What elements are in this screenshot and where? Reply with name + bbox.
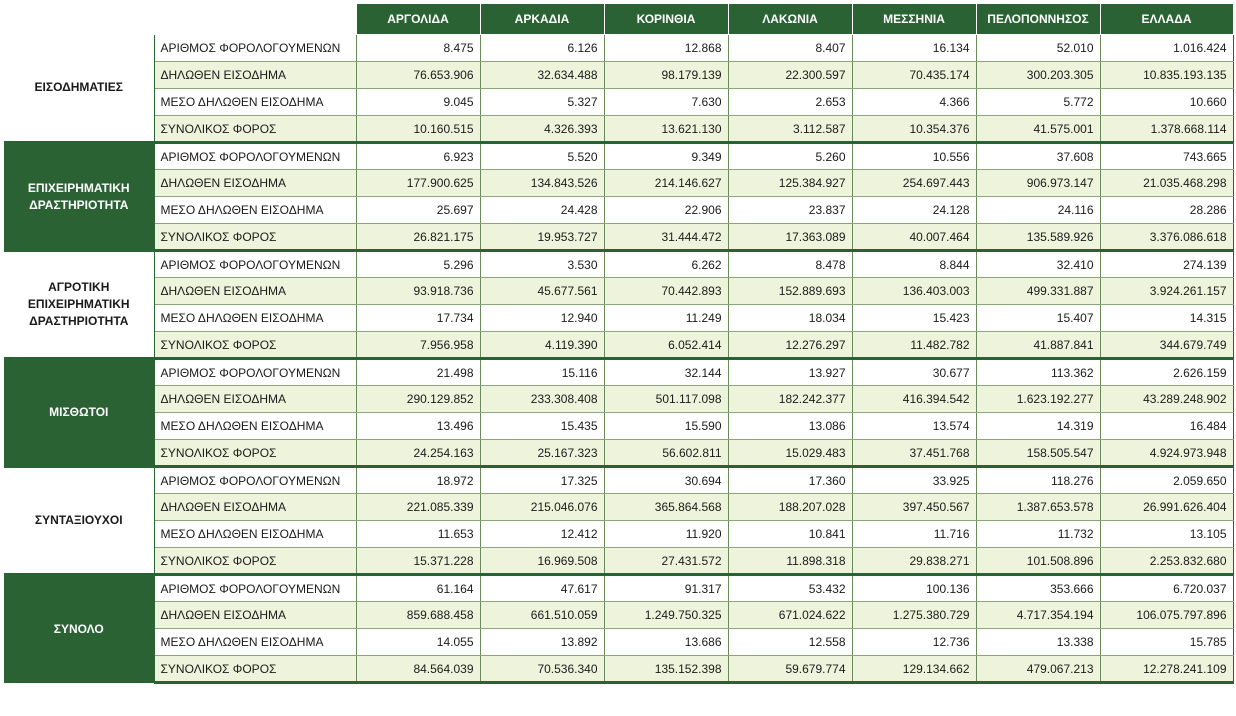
value-cell: 12.558 <box>728 629 852 656</box>
metric-label: ΔΗΛΩΘΕΝ ΕΙΣΟΔΗΜΑ <box>154 602 356 629</box>
metric-label: ΜΕΣΟ ΔΗΛΩΘΕΝ ΕΙΣΟΔΗΜΑ <box>154 521 356 548</box>
table-row <box>4 602 1233 629</box>
value-cell: 61.164 <box>356 575 480 602</box>
value-cell: 254.697.443 <box>852 170 976 197</box>
value-cell: 12.412 <box>480 521 604 548</box>
value-cell: 15.116 <box>480 359 604 386</box>
table-row <box>4 170 1233 197</box>
value-cell: 6.720.037 <box>1100 575 1233 602</box>
value-cell: 1.275.380.729 <box>852 602 976 629</box>
value-cell: 13.621.130 <box>604 116 728 143</box>
value-cell: 118.276 <box>976 467 1100 494</box>
value-cell: 11.898.318 <box>728 548 852 575</box>
table-row <box>4 548 1233 575</box>
table-row <box>4 494 1233 521</box>
value-cell: 671.024.622 <box>728 602 852 629</box>
table-row <box>4 467 1233 494</box>
header-row <box>4 4 1233 35</box>
tax-statistics-table-container <box>4 3 1234 684</box>
metric-label: ΜΕΣΟ ΔΗΛΩΘΕΝ ΕΙΣΟΔΗΜΑ <box>154 89 356 116</box>
value-cell: 5.296 <box>356 251 480 278</box>
category-label: ΜΙΣΘΩΤΟΙ <box>4 359 154 467</box>
value-cell: 70.536.340 <box>480 656 604 683</box>
value-cell: 8.475 <box>356 35 480 62</box>
value-cell: 129.134.662 <box>852 656 976 683</box>
value-cell: 4.717.354.194 <box>976 602 1100 629</box>
table-row <box>4 386 1233 413</box>
value-cell: 134.843.526 <box>480 170 604 197</box>
value-cell: 101.508.896 <box>976 548 1100 575</box>
value-cell: 300.203.305 <box>976 62 1100 89</box>
value-cell: 10.160.515 <box>356 116 480 143</box>
value-cell: 53.432 <box>728 575 852 602</box>
value-cell: 9.045 <box>356 89 480 116</box>
value-cell: 125.384.927 <box>728 170 852 197</box>
value-cell: 15.423 <box>852 305 976 332</box>
value-cell: 416.394.542 <box>852 386 976 413</box>
value-cell: 16.134 <box>852 35 976 62</box>
tax-statistics-table <box>4 3 1234 684</box>
metric-label: ΜΕΣΟ ΔΗΛΩΘΕΝ ΕΙΣΟΔΗΜΑ <box>154 413 356 440</box>
value-cell: 11.482.782 <box>852 332 976 359</box>
value-cell: 59.679.774 <box>728 656 852 683</box>
value-cell: 93.918.736 <box>356 278 480 305</box>
table-body <box>4 35 1233 683</box>
value-cell: 32.634.488 <box>480 62 604 89</box>
metric-label: ΑΡΙΘΜΟΣ ΦΟΡΟΛΟΓΟΥΜΕΝΩΝ <box>154 35 356 62</box>
table-row <box>4 143 1233 170</box>
value-cell: 12.736 <box>852 629 976 656</box>
value-cell: 2.653 <box>728 89 852 116</box>
table-row <box>4 35 1233 62</box>
metric-label: ΣΥΝΟΛΙΚΟΣ ΦΟΡΟΣ <box>154 332 356 359</box>
value-cell: 70.435.174 <box>852 62 976 89</box>
value-cell: 17.734 <box>356 305 480 332</box>
value-cell: 661.510.059 <box>480 602 604 629</box>
table-row <box>4 413 1233 440</box>
value-cell: 215.046.076 <box>480 494 604 521</box>
value-cell: 25.697 <box>356 197 480 224</box>
value-cell: 29.838.271 <box>852 548 976 575</box>
value-cell: 24.428 <box>480 197 604 224</box>
table-row <box>4 440 1233 467</box>
value-cell: 6.923 <box>356 143 480 170</box>
value-cell: 182.242.377 <box>728 386 852 413</box>
value-cell: 11.653 <box>356 521 480 548</box>
value-cell: 7.956.958 <box>356 332 480 359</box>
value-cell: 15.590 <box>604 413 728 440</box>
value-cell: 43.289.248.902 <box>1100 386 1233 413</box>
metric-label: ΣΥΝΟΛΙΚΟΣ ΦΟΡΟΣ <box>154 548 356 575</box>
value-cell: 26.821.175 <box>356 224 480 251</box>
metric-label: ΑΡΙΘΜΟΣ ΦΟΡΟΛΟΓΟΥΜΕΝΩΝ <box>154 467 356 494</box>
value-cell: 2.059.650 <box>1100 467 1233 494</box>
value-cell: 397.450.567 <box>852 494 976 521</box>
value-cell: 70.442.893 <box>604 278 728 305</box>
value-cell: 11.732 <box>976 521 1100 548</box>
table-row <box>4 116 1233 143</box>
metric-label: ΔΗΛΩΘΕΝ ΕΙΣΟΔΗΜΑ <box>154 278 356 305</box>
value-cell: 3.112.587 <box>728 116 852 143</box>
table-row <box>4 521 1233 548</box>
metric-label: ΣΥΝΟΛΙΚΟΣ ΦΟΡΟΣ <box>154 656 356 683</box>
metric-label: ΜΕΣΟ ΔΗΛΩΘΕΝ ΕΙΣΟΔΗΜΑ <box>154 629 356 656</box>
value-cell: 21.035.468.298 <box>1100 170 1233 197</box>
table-row <box>4 89 1233 116</box>
value-cell: 4.366 <box>852 89 976 116</box>
category-label: ΣΥΝΤΑΞΙΟΥΧΟΙ <box>4 467 154 575</box>
value-cell: 37.608 <box>976 143 1100 170</box>
value-cell: 24.116 <box>976 197 1100 224</box>
value-cell: 221.085.339 <box>356 494 480 521</box>
column-header: ΑΡΓΟΛΙΔΑ <box>356 4 480 35</box>
value-cell: 274.139 <box>1100 251 1233 278</box>
table-row <box>4 656 1233 683</box>
value-cell: 233.308.408 <box>480 386 604 413</box>
metric-label: ΣΥΝΟΛΙΚΟΣ ΦΟΡΟΣ <box>154 224 356 251</box>
value-cell: 177.900.625 <box>356 170 480 197</box>
column-header: ΚΟΡΙΝΘΙΑ <box>604 4 728 35</box>
column-header: ΕΛΛΑΔΑ <box>1100 4 1233 35</box>
value-cell: 16.969.508 <box>480 548 604 575</box>
value-cell: 113.362 <box>976 359 1100 386</box>
table-row <box>4 251 1233 278</box>
value-cell: 22.906 <box>604 197 728 224</box>
value-cell: 24.128 <box>852 197 976 224</box>
column-header: ΠΕΛΟΠΟΝΝΗΣΟΣ <box>976 4 1100 35</box>
value-cell: 499.331.887 <box>976 278 1100 305</box>
value-cell: 14.315 <box>1100 305 1233 332</box>
value-cell: 100.136 <box>852 575 976 602</box>
value-cell: 3.530 <box>480 251 604 278</box>
value-cell: 10.556 <box>852 143 976 170</box>
value-cell: 27.431.572 <box>604 548 728 575</box>
value-cell: 26.991.626.404 <box>1100 494 1233 521</box>
value-cell: 5.260 <box>728 143 852 170</box>
value-cell: 12.868 <box>604 35 728 62</box>
value-cell: 9.349 <box>604 143 728 170</box>
value-cell: 5.327 <box>480 89 604 116</box>
table-row <box>4 62 1233 89</box>
column-header: ΑΡΚΑΔΙΑ <box>480 4 604 35</box>
value-cell: 31.444.472 <box>604 224 728 251</box>
value-cell: 13.927 <box>728 359 852 386</box>
value-cell: 6.262 <box>604 251 728 278</box>
value-cell: 15.435 <box>480 413 604 440</box>
table-row <box>4 224 1233 251</box>
table-row <box>4 305 1233 332</box>
value-cell: 28.286 <box>1100 197 1233 224</box>
value-cell: 1.623.192.277 <box>976 386 1100 413</box>
value-cell: 32.144 <box>604 359 728 386</box>
value-cell: 7.630 <box>604 89 728 116</box>
value-cell: 1.016.424 <box>1100 35 1233 62</box>
value-cell: 8.407 <box>728 35 852 62</box>
value-cell: 52.010 <box>976 35 1100 62</box>
value-cell: 11.716 <box>852 521 976 548</box>
value-cell: 41.575.001 <box>976 116 1100 143</box>
value-cell: 17.363.089 <box>728 224 852 251</box>
value-cell: 40.007.464 <box>852 224 976 251</box>
value-cell: 13.338 <box>976 629 1100 656</box>
value-cell: 290.129.852 <box>356 386 480 413</box>
value-cell: 33.925 <box>852 467 976 494</box>
metric-label: ΔΗΛΩΘΕΝ ΕΙΣΟΔΗΜΑ <box>154 386 356 413</box>
metric-label: ΔΗΛΩΘΕΝ ΕΙΣΟΔΗΜΑ <box>154 62 356 89</box>
value-cell: 18.972 <box>356 467 480 494</box>
value-cell: 8.844 <box>852 251 976 278</box>
value-cell: 3.376.086.618 <box>1100 224 1233 251</box>
value-cell: 6.126 <box>480 35 604 62</box>
value-cell: 21.498 <box>356 359 480 386</box>
metric-label: ΑΡΙΘΜΟΣ ΦΟΡΟΛΟΓΟΥΜΕΝΩΝ <box>154 359 356 386</box>
value-cell: 188.207.028 <box>728 494 852 521</box>
value-cell: 41.887.841 <box>976 332 1100 359</box>
value-cell: 22.300.597 <box>728 62 852 89</box>
value-cell: 344.679.749 <box>1100 332 1233 359</box>
value-cell: 11.920 <box>604 521 728 548</box>
value-cell: 19.953.727 <box>480 224 604 251</box>
value-cell: 30.677 <box>852 359 976 386</box>
value-cell: 3.924.261.157 <box>1100 278 1233 305</box>
table-row <box>4 278 1233 305</box>
value-cell: 76.653.906 <box>356 62 480 89</box>
value-cell: 23.837 <box>728 197 852 224</box>
value-cell: 2.626.159 <box>1100 359 1233 386</box>
value-cell: 135.589.926 <box>976 224 1100 251</box>
value-cell: 91.317 <box>604 575 728 602</box>
value-cell: 906.973.147 <box>976 170 1100 197</box>
value-cell: 37.451.768 <box>852 440 976 467</box>
value-cell: 479.067.213 <box>976 656 1100 683</box>
metric-label: ΑΡΙΘΜΟΣ ΦΟΡΟΛΟΓΟΥΜΕΝΩΝ <box>154 575 356 602</box>
metric-label: ΜΕΣΟ ΔΗΛΩΘΕΝ ΕΙΣΟΔΗΜΑ <box>154 197 356 224</box>
category-label: ΑΓΡΟΤΙΚΗ ΕΠΙΧΕΙΡΗΜΑΤΙΚΗ ΔΡΑΣΤΗΡΙΟΤΗΤΑ <box>4 251 154 359</box>
value-cell: 859.688.458 <box>356 602 480 629</box>
value-cell: 15.029.483 <box>728 440 852 467</box>
value-cell: 56.602.811 <box>604 440 728 467</box>
value-cell: 152.889.693 <box>728 278 852 305</box>
metric-label: ΜΕΣΟ ΔΗΛΩΘΕΝ ΕΙΣΟΔΗΜΑ <box>154 305 356 332</box>
metric-label: ΣΥΝΟΛΙΚΟΣ ΦΟΡΟΣ <box>154 440 356 467</box>
value-cell: 12.940 <box>480 305 604 332</box>
value-cell: 15.407 <box>976 305 1100 332</box>
value-cell: 13.574 <box>852 413 976 440</box>
value-cell: 45.677.561 <box>480 278 604 305</box>
category-label: ΣΥΝΟΛΟ <box>4 575 154 683</box>
value-cell: 743.665 <box>1100 143 1233 170</box>
value-cell: 98.179.139 <box>604 62 728 89</box>
value-cell: 6.052.414 <box>604 332 728 359</box>
value-cell: 353.666 <box>976 575 1100 602</box>
metric-label: ΔΗΛΩΘΕΝ ΕΙΣΟΔΗΜΑ <box>154 494 356 521</box>
value-cell: 1.249.750.325 <box>604 602 728 629</box>
value-cell: 84.564.039 <box>356 656 480 683</box>
value-cell: 32.410 <box>976 251 1100 278</box>
value-cell: 214.146.627 <box>604 170 728 197</box>
value-cell: 14.319 <box>976 413 1100 440</box>
value-cell: 13.686 <box>604 629 728 656</box>
column-header: ΜΕΣΣΗΝΙΑ <box>852 4 976 35</box>
value-cell: 13.496 <box>356 413 480 440</box>
value-cell: 5.520 <box>480 143 604 170</box>
value-cell: 30.694 <box>604 467 728 494</box>
category-label: ΕΠΙΧΕΙΡΗΜΑΤΙΚΗ ΔΡΑΣΤΗΡΙΟΤΗΤΑ <box>4 143 154 251</box>
value-cell: 18.034 <box>728 305 852 332</box>
value-cell: 501.117.098 <box>604 386 728 413</box>
value-cell: 16.484 <box>1100 413 1233 440</box>
metric-label: ΑΡΙΘΜΟΣ ΦΟΡΟΛΟΓΟΥΜΕΝΩΝ <box>154 143 356 170</box>
value-cell: 12.276.297 <box>728 332 852 359</box>
value-cell: 5.772 <box>976 89 1100 116</box>
value-cell: 25.167.323 <box>480 440 604 467</box>
value-cell: 136.403.003 <box>852 278 976 305</box>
table-row <box>4 359 1233 386</box>
value-cell: 1.387.653.578 <box>976 494 1100 521</box>
table-row <box>4 332 1233 359</box>
value-cell: 158.505.547 <box>976 440 1100 467</box>
value-cell: 4.326.393 <box>480 116 604 143</box>
category-label: ΕΙΣΟΔΗΜΑΤΙΕΣ <box>4 35 154 143</box>
value-cell: 10.835.193.135 <box>1100 62 1233 89</box>
value-cell: 47.617 <box>480 575 604 602</box>
metric-label: ΔΗΛΩΘΕΝ ΕΙΣΟΔΗΜΑ <box>154 170 356 197</box>
value-cell: 13.892 <box>480 629 604 656</box>
table-row <box>4 629 1233 656</box>
column-header: ΛΑΚΩΝΙΑ <box>728 4 852 35</box>
value-cell: 135.152.398 <box>604 656 728 683</box>
value-cell: 12.278.241.109 <box>1100 656 1233 683</box>
value-cell: 1.378.668.114 <box>1100 116 1233 143</box>
header-blank-category <box>4 4 154 35</box>
table-row <box>4 575 1233 602</box>
table-row <box>4 197 1233 224</box>
value-cell: 14.055 <box>356 629 480 656</box>
value-cell: 8.478 <box>728 251 852 278</box>
value-cell: 13.086 <box>728 413 852 440</box>
value-cell: 10.660 <box>1100 89 1233 116</box>
value-cell: 10.354.376 <box>852 116 976 143</box>
value-cell: 17.325 <box>480 467 604 494</box>
value-cell: 4.119.390 <box>480 332 604 359</box>
value-cell: 13.105 <box>1100 521 1233 548</box>
metric-label: ΑΡΙΘΜΟΣ ΦΟΡΟΛΟΓΟΥΜΕΝΩΝ <box>154 251 356 278</box>
value-cell: 365.864.568 <box>604 494 728 521</box>
value-cell: 11.249 <box>604 305 728 332</box>
value-cell: 10.841 <box>728 521 852 548</box>
value-cell: 4.924.973.948 <box>1100 440 1233 467</box>
value-cell: 106.075.797.896 <box>1100 602 1233 629</box>
value-cell: 24.254.163 <box>356 440 480 467</box>
header-blank-metric <box>154 4 356 35</box>
value-cell: 15.371.228 <box>356 548 480 575</box>
value-cell: 2.253.832.680 <box>1100 548 1233 575</box>
value-cell: 17.360 <box>728 467 852 494</box>
value-cell: 15.785 <box>1100 629 1233 656</box>
metric-label: ΣΥΝΟΛΙΚΟΣ ΦΟΡΟΣ <box>154 116 356 143</box>
